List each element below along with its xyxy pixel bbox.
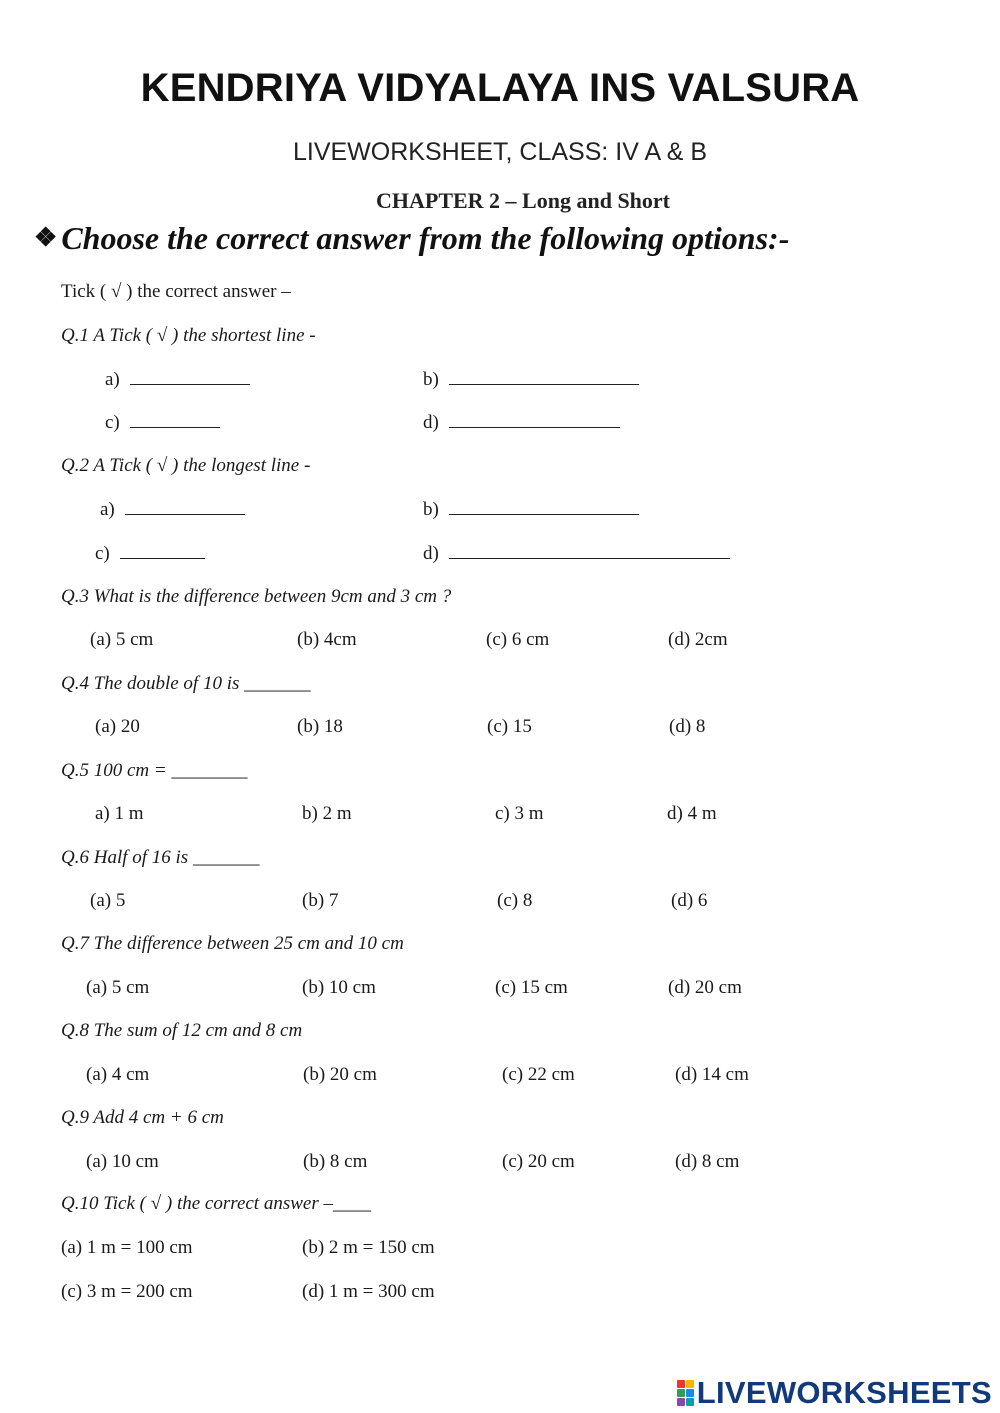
- q4-option-c[interactable]: (c) 15: [487, 716, 532, 737]
- q3-option-d[interactable]: (d) 2cm: [668, 629, 728, 650]
- question-8: Q.8 The sum of 12 cm and 8 cm: [61, 1020, 303, 1041]
- q2-option-b-label: b): [423, 499, 439, 520]
- q4-option-d[interactable]: (d) 8: [669, 716, 706, 737]
- q8-option-c[interactable]: (c) 22 cm: [502, 1064, 575, 1085]
- liveworksheets-logo[interactable]: [677, 1375, 992, 1411]
- instruction-heading: [34, 220, 789, 257]
- q10-option-a[interactable]: (a) 1 m = 100 cm: [61, 1237, 193, 1258]
- question-10: Q.10 Tick ( √ ) the correct answer –____: [61, 1193, 371, 1214]
- q7-option-c[interactable]: (c) 15 cm: [495, 977, 568, 998]
- logo-block: [677, 1380, 685, 1388]
- diamond-bullet-icon: ❖: [34, 223, 58, 252]
- q4-option-a[interactable]: (a) 20: [95, 716, 140, 737]
- q9-option-d[interactable]: (d) 8 cm: [675, 1151, 740, 1172]
- question-2: Q.2 A Tick ( √ ) the longest line -: [61, 455, 311, 476]
- logo-block: [677, 1389, 685, 1397]
- question-5: Q.5 100 cm = ________: [61, 760, 248, 781]
- q2-line-c[interactable]: [120, 544, 205, 559]
- q2-option-b[interactable]: [423, 499, 639, 521]
- q3-option-b[interactable]: (b) 4cm: [297, 629, 357, 650]
- logo-text: LIVEWORKSHEETS: [696, 1375, 992, 1410]
- q7-option-d[interactable]: (d) 20 cm: [668, 977, 742, 998]
- q2-option-d-label: d): [423, 543, 439, 564]
- worksheet-subtitle: LIVEWORKSHEET, CLASS: IV A & B: [292, 138, 708, 166]
- q2-line-d[interactable]: [449, 544, 730, 559]
- q10-option-d[interactable]: (d) 1 m = 300 cm: [302, 1281, 435, 1302]
- q2-option-c-label: c): [95, 543, 110, 564]
- q2-option-a-label: a): [100, 499, 115, 520]
- q9-option-b[interactable]: (b) 8 cm: [303, 1151, 368, 1172]
- q5-option-a[interactable]: a) 1 m: [95, 803, 144, 824]
- q3-option-a[interactable]: (a) 5 cm: [90, 629, 154, 650]
- q6-option-a[interactable]: (a) 5: [90, 890, 126, 911]
- q8-option-d[interactable]: (d) 14 cm: [675, 1064, 749, 1085]
- logo-block: [686, 1380, 694, 1388]
- logo-blocks-icon: [677, 1380, 694, 1406]
- q2-line-b[interactable]: [449, 500, 639, 515]
- q9-option-a[interactable]: (a) 10 cm: [86, 1151, 159, 1172]
- logo-block: [686, 1398, 694, 1406]
- q1-option-b[interactable]: [423, 369, 639, 391]
- question-4: Q.4 The double of 10 is _______: [61, 673, 311, 694]
- q1-option-d-label: d): [423, 412, 439, 433]
- q1-line-d[interactable]: [449, 413, 620, 428]
- q1-option-b-label: b): [423, 369, 439, 390]
- q2-option-c[interactable]: [95, 543, 205, 565]
- q1-option-d[interactable]: [423, 412, 620, 434]
- q8-option-b[interactable]: (b) 20 cm: [303, 1064, 377, 1085]
- q1-line-a[interactable]: [130, 370, 250, 385]
- question-1: Q.1 A Tick ( √ ) the shortest line -: [61, 325, 316, 346]
- q6-option-c[interactable]: (c) 8: [497, 890, 533, 911]
- q4-option-b[interactable]: (b) 18: [297, 716, 343, 737]
- question-6: Q.6 Half of 16 is _______: [61, 847, 260, 868]
- q9-option-c[interactable]: (c) 20 cm: [502, 1151, 575, 1172]
- q3-option-c[interactable]: (c) 6 cm: [486, 629, 550, 650]
- q2-option-a[interactable]: [100, 499, 245, 521]
- q1-option-c[interactable]: [105, 412, 220, 434]
- chapter-title: CHAPTER 2 – Long and Short: [376, 188, 671, 213]
- question-9: Q.9 Add 4 cm + 6 cm: [61, 1107, 224, 1128]
- q2-line-a[interactable]: [125, 500, 245, 515]
- q2-option-d[interactable]: [423, 543, 730, 565]
- q6-option-d[interactable]: (d) 6: [671, 890, 708, 911]
- q5-option-b[interactable]: b) 2 m: [302, 803, 352, 824]
- q5-option-c[interactable]: c) 3 m: [495, 803, 544, 824]
- instruction-text: Choose the correct answer from the following options:-: [61, 220, 790, 256]
- school-name: KENDRIYA VIDYALAYA INS VALSURA: [140, 66, 860, 110]
- tick-instruction: Tick ( √ ) the correct answer –: [61, 281, 291, 302]
- logo-block: [686, 1389, 694, 1397]
- q1-option-c-label: c): [105, 412, 120, 433]
- logo-block: [677, 1398, 685, 1406]
- q1-line-c[interactable]: [130, 413, 220, 428]
- question-7: Q.7 The difference between 25 cm and 10 cm: [61, 933, 404, 954]
- q7-option-b[interactable]: (b) 10 cm: [302, 977, 376, 998]
- q6-option-b[interactable]: (b) 7: [302, 890, 339, 911]
- question-3: Q.3 What is the difference between 9cm and 3 cm ?: [61, 586, 452, 607]
- q1-option-a[interactable]: [105, 369, 250, 391]
- q5-option-d[interactable]: d) 4 m: [667, 803, 717, 824]
- q7-option-a[interactable]: (a) 5 cm: [86, 977, 150, 998]
- q1-option-a-label: a): [105, 369, 120, 390]
- q1-line-b[interactable]: [449, 370, 639, 385]
- q8-option-a[interactable]: (a) 4 cm: [86, 1064, 150, 1085]
- q10-option-b[interactable]: (b) 2 m = 150 cm: [302, 1237, 435, 1258]
- q10-option-c[interactable]: (c) 3 m = 200 cm: [61, 1281, 193, 1302]
